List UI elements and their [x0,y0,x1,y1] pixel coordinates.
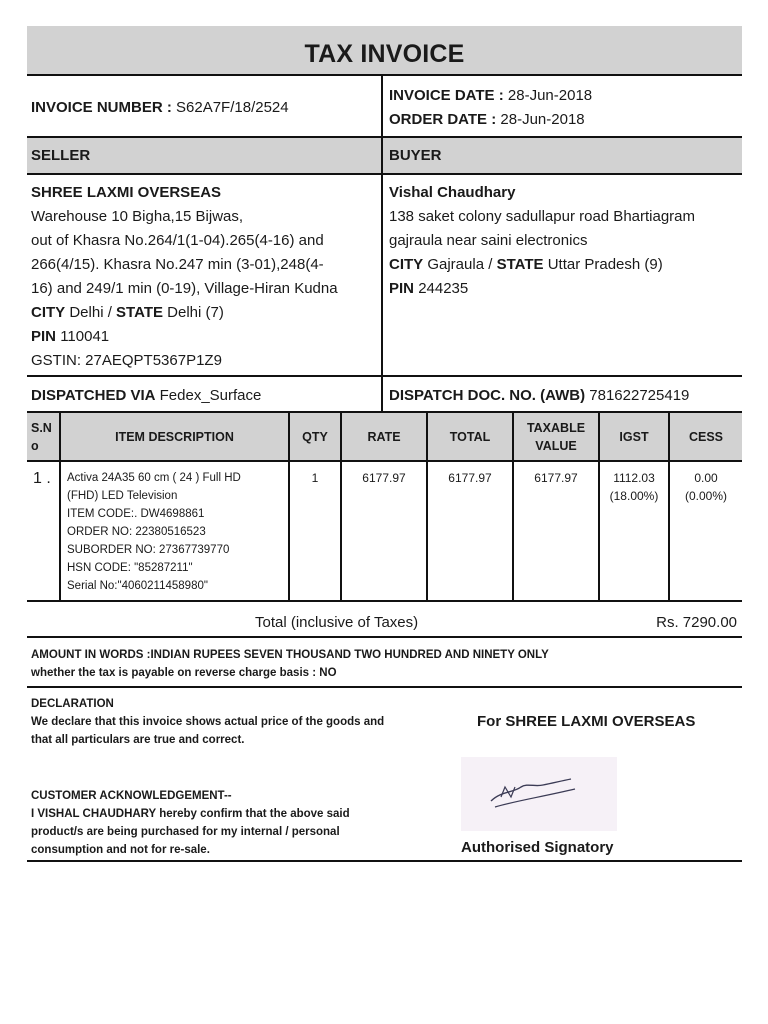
col-header-sno-line: S.N [31,421,52,435]
rule [27,173,742,175]
col-header-description: ITEM DESCRIPTION [115,430,234,444]
dispatch-doc-label: DISPATCH DOC. NO. (AWB) [389,387,586,404]
invoice-number [31,96,376,120]
invoice-date [389,84,739,108]
cess-rate: (0.00%) [684,489,728,503]
buyer-city-label: CITY [389,256,424,273]
invoice-number-label: INVOICE NUMBER : [31,99,172,116]
dispatched-via-value: Fedex_Surface [159,387,262,404]
signature-image [461,757,617,831]
acknowledgement-line: consumption and not for re-sale. [31,844,210,856]
buyer-city: Gajraula / [427,256,493,273]
declaration-line: We declare that this invoice shows actual price of the goods and [31,716,385,728]
buyer-details [389,181,741,301]
rule [27,136,742,138]
seller-pin-value: 110041 [60,328,110,345]
amount-in-words: AMOUNT IN WORDS :INDIAN RUPEES SEVEN THOUSAND TWO HUNDRED AND NINETY ONLY [31,649,549,661]
col-header-sno-line: o [31,439,39,453]
col-header-cess: CESS [688,430,724,444]
item-description-line: ITEM CODE:. DW4698861 [67,508,205,520]
invoice-date-value: 28-Jun-2018 [507,87,593,104]
document-title: TAX INVOICE [304,40,465,68]
seller-address-line: 266(4/15). Khasra No.247 min (3-01),248(4- [31,256,324,273]
dispatch-doc-value: 781622725419 [589,387,690,404]
rule [27,636,742,638]
seller-address-line: out of Khasra No.264/1(1-04).265(4-16) and [31,232,324,249]
order-date-label: ORDER DATE : [389,111,497,128]
item-description-line: Activa 24A35 60 cm ( 24 ) Full HD [67,472,241,484]
buyer-city-state [389,253,741,277]
party-header-bar [27,137,742,174]
seller-state-label: STATE [116,304,163,321]
seller-address-line: 16) and 249/1 min (0-19), Village-Hiran Kudna [31,280,338,297]
item-description-line: ORDER NO: 22380516523 [67,526,206,538]
invoice-number-value: S62A7F/18/2524 [176,99,289,116]
table-row-description [67,469,287,595]
table-row-qty: 1 [311,471,319,485]
buyer-pin [389,277,741,301]
seller-gstin: GSTIN: 27AEQPT5367P1Z9 [31,352,222,369]
table-row-cess [670,469,742,505]
seller-pin-label: PIN [31,328,57,345]
dispatched-via [31,384,379,408]
item-description-line: (FHD) LED Television [67,490,178,502]
col-header-igst: IGST [619,430,649,444]
rule [27,860,742,862]
total-label: Total (inclusive of Taxes) [255,614,419,631]
buyer-heading: BUYER [389,147,442,164]
table-row-sno: 1 . [33,470,51,487]
declaration [31,695,451,749]
cess-amount: 0.00 [694,471,718,485]
acknowledgement-heading: CUSTOMER ACKNOWLEDGEMENT-- [31,790,232,802]
col-header-taxable-value [514,413,598,461]
table-row-total: 6177.97 [448,471,492,485]
col-header-taxable-line: VALUE [535,439,577,453]
table-row-taxable: 6177.97 [534,471,578,485]
rule [27,74,742,76]
buyer-state-label: STATE [496,256,544,273]
rule [27,600,742,602]
seller-pin [31,325,381,349]
buyer-pin-value: 244235 [418,280,469,297]
col-header-total: TOTAL [449,430,491,444]
table-row-rate: 6177.97 [362,471,406,485]
col-header-sno [27,413,59,461]
seller-heading: SELLER [31,147,91,164]
acknowledgement-line: product/s are being purchased for my internal / personal [31,826,340,838]
item-description-line: SUBORDER NO: 27367739770 [67,544,230,556]
rule [27,686,742,688]
dispatched-via-label: DISPATCHED VIA [31,387,156,404]
igst-rate: (18.00%) [609,489,659,503]
buyer-state: Uttar Pradesh (9) [547,256,663,273]
order-date [389,108,739,132]
acknowledgement-line: I VISHAL CHAUDHARY hereby confirm that the above said [31,808,350,820]
item-description-line: Serial No:"4060211458980" [67,580,208,592]
total-amount: Rs. 7290.00 [656,614,737,631]
rule [27,375,742,377]
authorised-signatory-label: Authorised Signatory [461,839,614,856]
declaration-line: that all particulars are true and correct. [31,734,245,746]
buyer-address-line: 138 saket colony sadullapur road Bhartiagram [389,208,696,225]
igst-amount: 1112.03 [613,471,655,485]
seller-city: Delhi / [69,304,112,321]
for-company-text: For SHREE LAXMI OVERSEAS [477,713,696,730]
order-date-value: 28-Jun-2018 [500,111,585,128]
customer-acknowledgement [31,787,451,859]
seller-address-line: Warehouse 10 Bigha,15 Bijwas, [31,208,244,225]
seller-city-state [31,301,381,325]
seller-details [31,181,381,373]
reverse-charge-note: whether the tax is payable on reverse charge basis : NO [31,667,337,679]
table-row-igst [600,469,668,505]
buyer-name: Vishal Chaudhary [389,184,516,201]
seller-city-label: CITY [31,304,66,321]
invoice-date-label: INVOICE DATE : [389,87,504,104]
col-header-qty: QTY [302,430,328,444]
col-header-taxable-line: TAXABLE [526,421,586,435]
buyer-address-line: gajraula near saini electronics [389,232,588,249]
column-divider [381,75,383,412]
col-header-rate: RATE [367,430,401,444]
buyer-pin-label: PIN [389,280,415,297]
seller-state: Delhi (7) [167,304,224,321]
item-description-line: HSN CODE: "85287211" [67,562,193,574]
dispatch-doc [389,384,741,408]
declaration-heading: DECLARATION [31,698,114,710]
seller-name: SHREE LAXMI OVERSEAS [31,184,222,201]
handwritten-signature-icon [461,757,617,831]
